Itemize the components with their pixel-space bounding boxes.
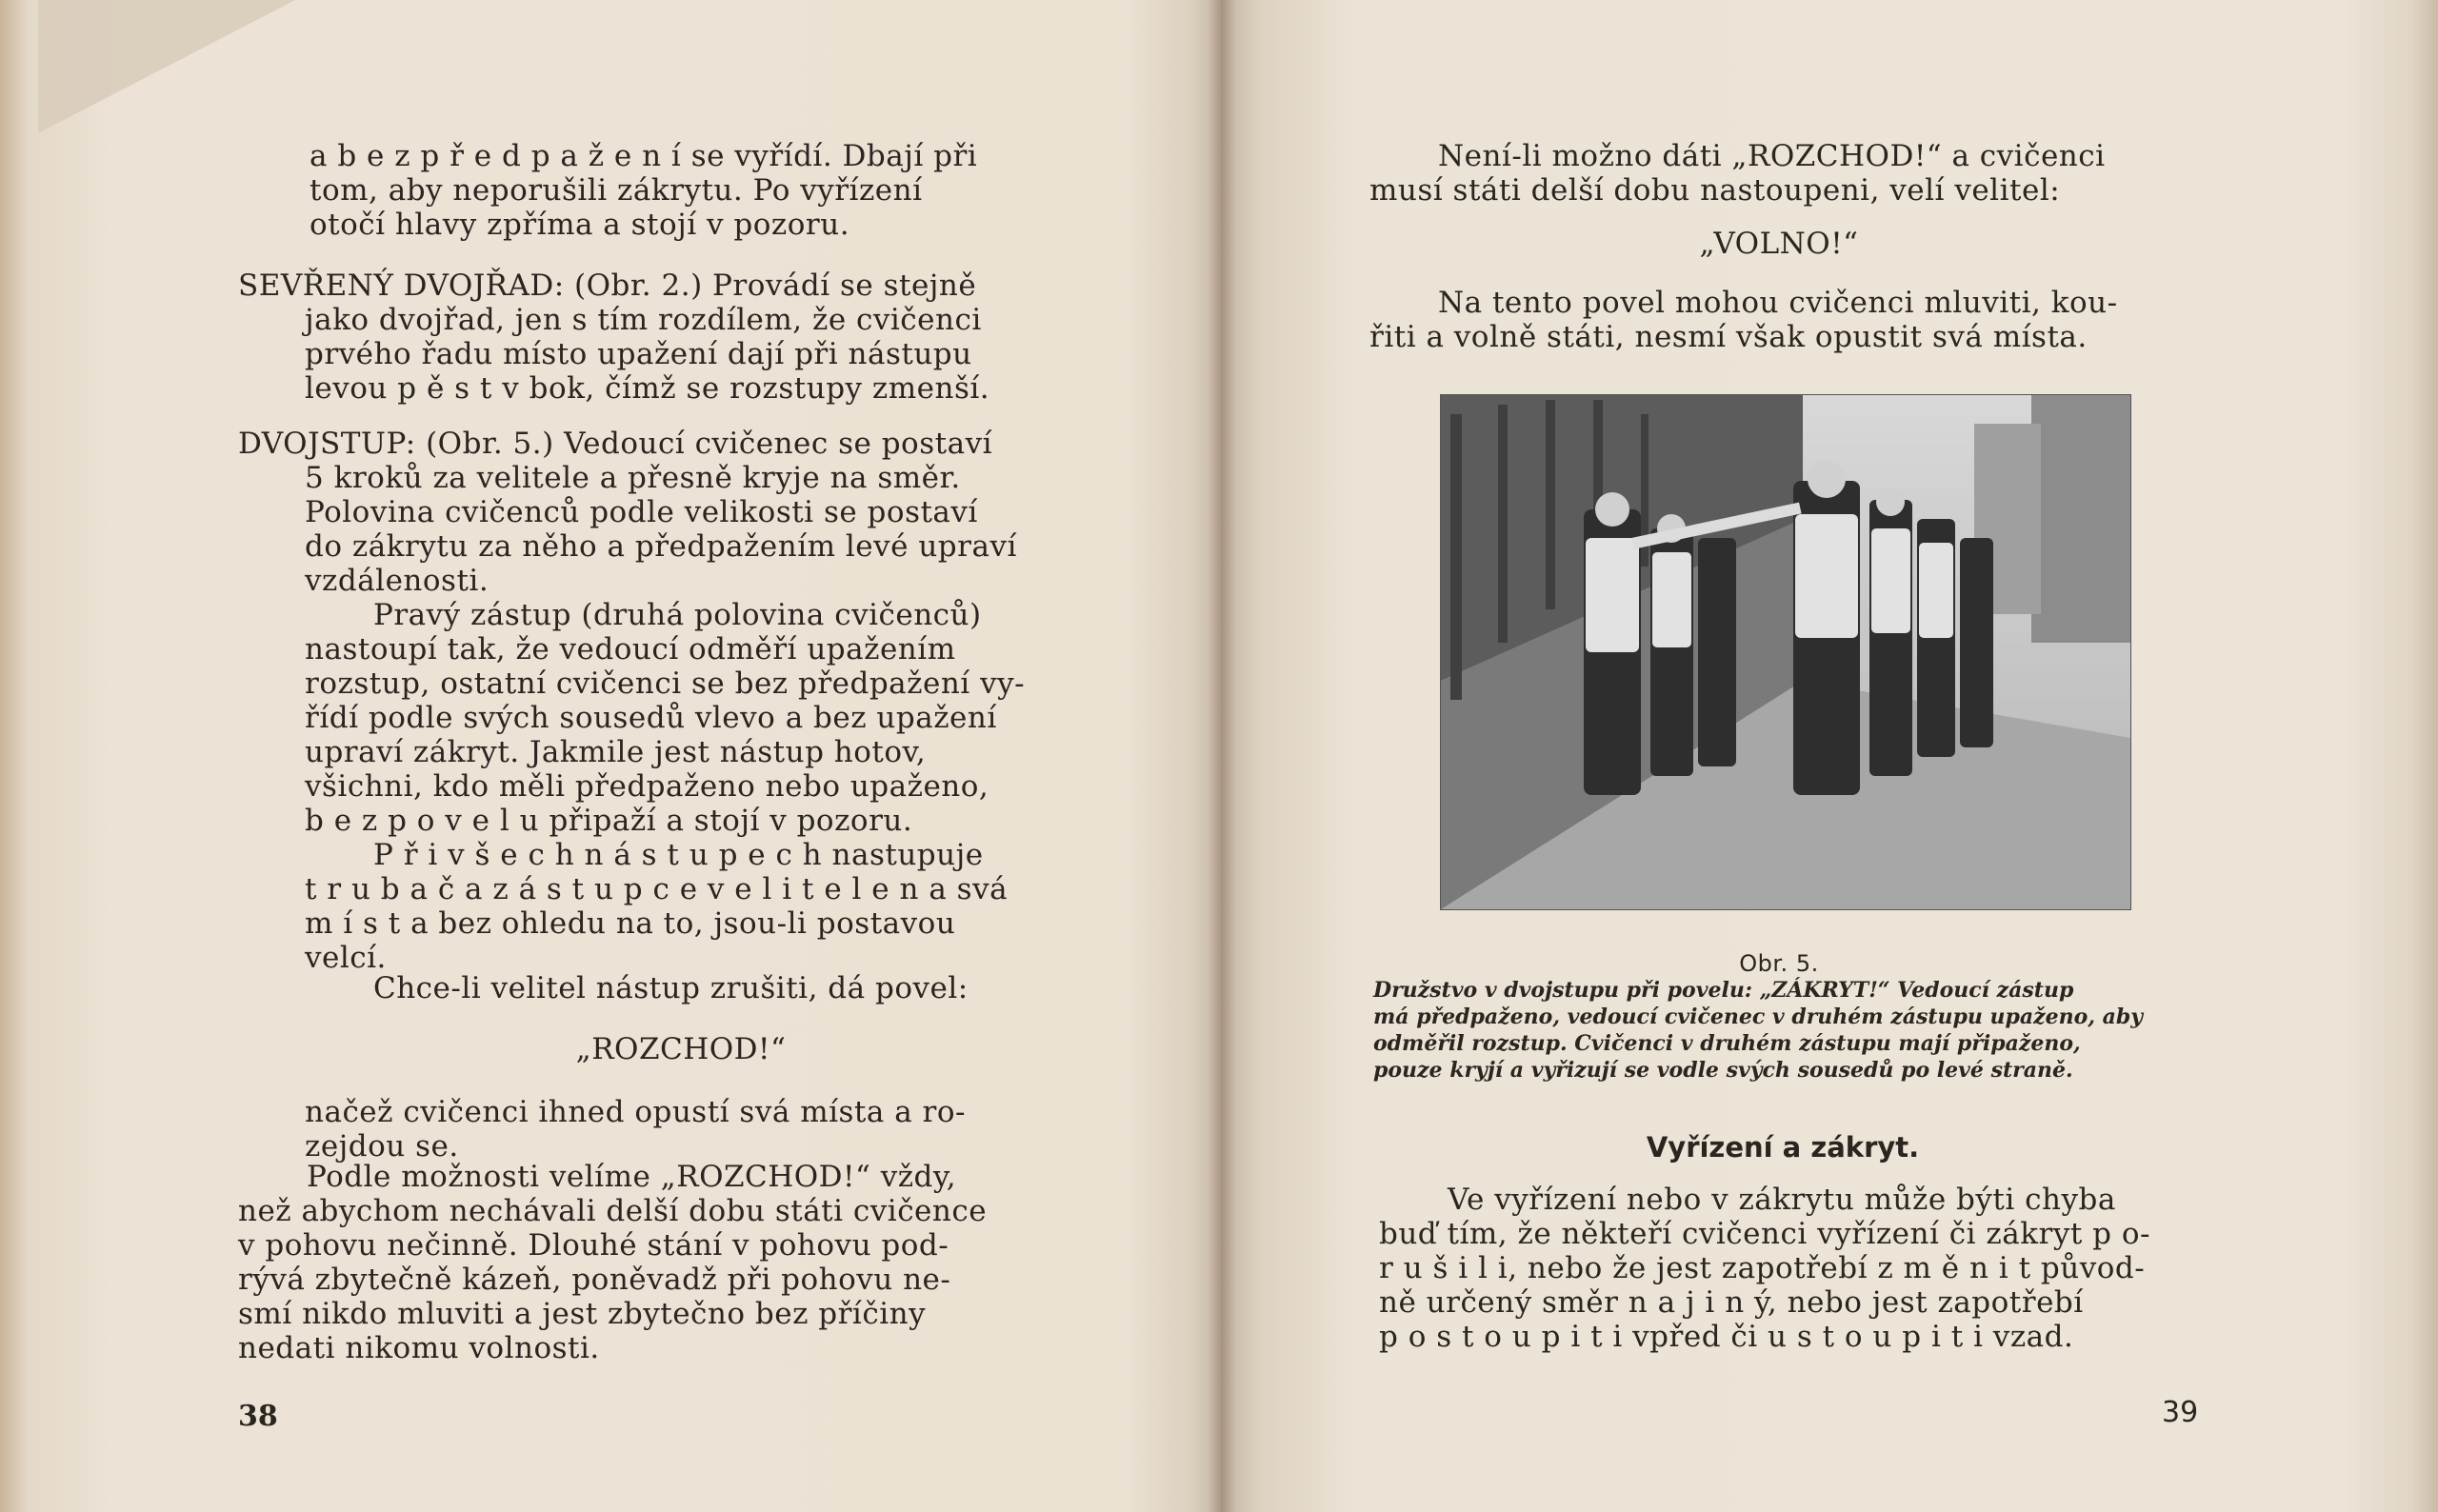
line: upraví zákryt. Jakmile jest nástup hotov, — [305, 735, 927, 769]
line: nastoupí tak, že vedoucí odměří upažením — [305, 632, 956, 666]
line: b e z p o v e l u připaží a stojí v pozoru. — [305, 804, 913, 838]
line: pouze kryjí a vyřizují se vodle svých sousedů po levé straně. — [1373, 1058, 2073, 1083]
line: tom, aby neporušili zákrytu. Po vyřízení — [310, 173, 923, 208]
line: rozstup, ostatní cvičenci se bez předpažení vy- — [305, 666, 1026, 701]
paragraph-neni-li — [1369, 139, 2188, 208]
paragraph-na-tento-povel — [1369, 286, 2188, 354]
command-rozchod — [305, 1032, 1057, 1066]
line: „VOLNO!“ — [1699, 227, 1859, 261]
paragraph-vyrizeni — [1379, 1183, 2198, 1354]
line: řídí podle svých sousedů vlevo a bez upažení — [305, 701, 997, 735]
line: jako dvojřad, jen s tím rozdílem, že cvičenci — [305, 303, 982, 337]
line: odměřil rozstup. Cvičenci v druhém zástupu mají připaženo, — [1373, 1031, 2081, 1056]
line: všichni, kdo měli předpaženo nebo upaženo, — [305, 769, 989, 804]
line: nedati nikomu volnosti. — [238, 1331, 600, 1365]
line: ně určený směr n a j i n ý, nebo jest zapotřebí — [1379, 1285, 2084, 1320]
line: otočí hlavy zpříma a stojí v pozoru. — [310, 208, 850, 242]
line: zejdou se. — [305, 1129, 459, 1164]
book-gutter — [1208, 0, 1236, 1512]
line: r u š i l i, nebo že jest zapotřebí z m ě n i t původ- — [1379, 1251, 2146, 1285]
line: Není-li možno dáti „ROZCHOD!“ a cvičenci — [1438, 139, 2106, 173]
line: rývá zbytečně kázeň, poněvadž při pohovu ne- — [238, 1263, 951, 1297]
figure-label — [1369, 946, 2188, 981]
line: v pohovu nečinně. Dlouhé stání v pohovu pod- — [238, 1228, 949, 1263]
line: Pravý zástup (druhá polovina cvičenců) — [373, 598, 982, 632]
line: buď tím, že někteří cvičenci vyřízení či zákryt p o- — [1379, 1217, 2150, 1251]
line: musí státi delší dobu nastoupeni, velí velitel: — [1369, 173, 2061, 208]
line: a b e z p ř e d p a ž e n í se vyřídí. Dbají při — [310, 139, 978, 173]
paragraph-chce-li — [373, 971, 1059, 1005]
line: Podle možnosti velíme „ROZCHOD!“ vždy, — [307, 1160, 957, 1194]
page-corner-fold — [38, 0, 295, 133]
line: SEVŘENÝ DVOJŘAD: (Obr. 2.) Provádí se stejně — [238, 269, 977, 303]
line: prvého řadu místo upažení dají při nástupu — [305, 337, 972, 371]
paragraph-nacez — [305, 1095, 1057, 1164]
paragraph-dvojstup — [238, 427, 1057, 598]
line: do zákrytu za něho a předpažením levé upraví — [305, 529, 1017, 564]
paragraph-podle-moznosti — [238, 1160, 1057, 1365]
line: vzdálenosti. — [305, 564, 490, 598]
paragraph-pravy-zastup — [305, 598, 1057, 838]
line: Polovina cvičenců podle velikosti se postaví — [305, 495, 978, 529]
line: P ř i v š e c h n á s t u p e c h nastupuje — [373, 838, 984, 872]
line: levou p ě s t v bok, čímž se rozstupy zmenší. — [305, 371, 990, 406]
figure-caption — [1373, 977, 2192, 1084]
page-number: 39 — [2162, 1396, 2199, 1429]
line: smí nikdo mluviti a jest zbytečno bez příčiny — [238, 1297, 927, 1331]
page-number: 38 — [238, 1400, 278, 1433]
line: DVOJSTUP: (Obr. 5.) Vedoucí cvičenec se postaví — [238, 427, 992, 461]
line: „ROZCHOD!“ — [575, 1032, 787, 1066]
paragraph-sevreny-dvojrad — [238, 269, 1057, 406]
photo-illustration — [1441, 395, 2130, 909]
line: p o s t o u p i t i vpřed či u s t o u p i t i vzad. — [1379, 1320, 2074, 1354]
figure-photo — [1440, 394, 2131, 910]
line: m í s t a bez ohledu na to, jsou-li postavou — [305, 906, 956, 941]
paragraph-pri-vsech — [305, 838, 1057, 975]
line: Družstvo v dvojstupu při povelu: „ZÁKRYT!“ Vedoucí zástup — [1373, 978, 2074, 1003]
line: Obr. 5. — [1739, 950, 1819, 977]
section-heading: Vyřízení a zákryt. — [1646, 1131, 1920, 1164]
line: než abychom nechávali delší dobu státi cvičence — [238, 1194, 988, 1228]
line: načež cvičenci ihned opustí svá místa a ro- — [305, 1095, 966, 1129]
line: Ve vyřízení nebo v zákrytu může býti chyba — [1448, 1183, 2116, 1217]
command-volno — [1369, 227, 2188, 261]
paragraph-1 — [238, 139, 1057, 242]
line: 5 kroků za velitele a přesně kryje na směr. — [305, 461, 961, 495]
line: velcí. — [305, 941, 387, 975]
line: řiti a volně státi, nesmí však opustit svá místa. — [1369, 320, 2088, 354]
line: t r u b a č a z á s t u p c e v e l i t e l e n a svá — [305, 872, 1009, 906]
line: má předpaženo, vedoucí cvičenec v druhém zástupu upaženo, aby — [1373, 1005, 2144, 1029]
line: Na tento povel mohou cvičenci mluviti, kou- — [1438, 286, 2118, 320]
line: Chce-li velitel nástup zrušiti, dá povel: — [373, 971, 969, 1005]
